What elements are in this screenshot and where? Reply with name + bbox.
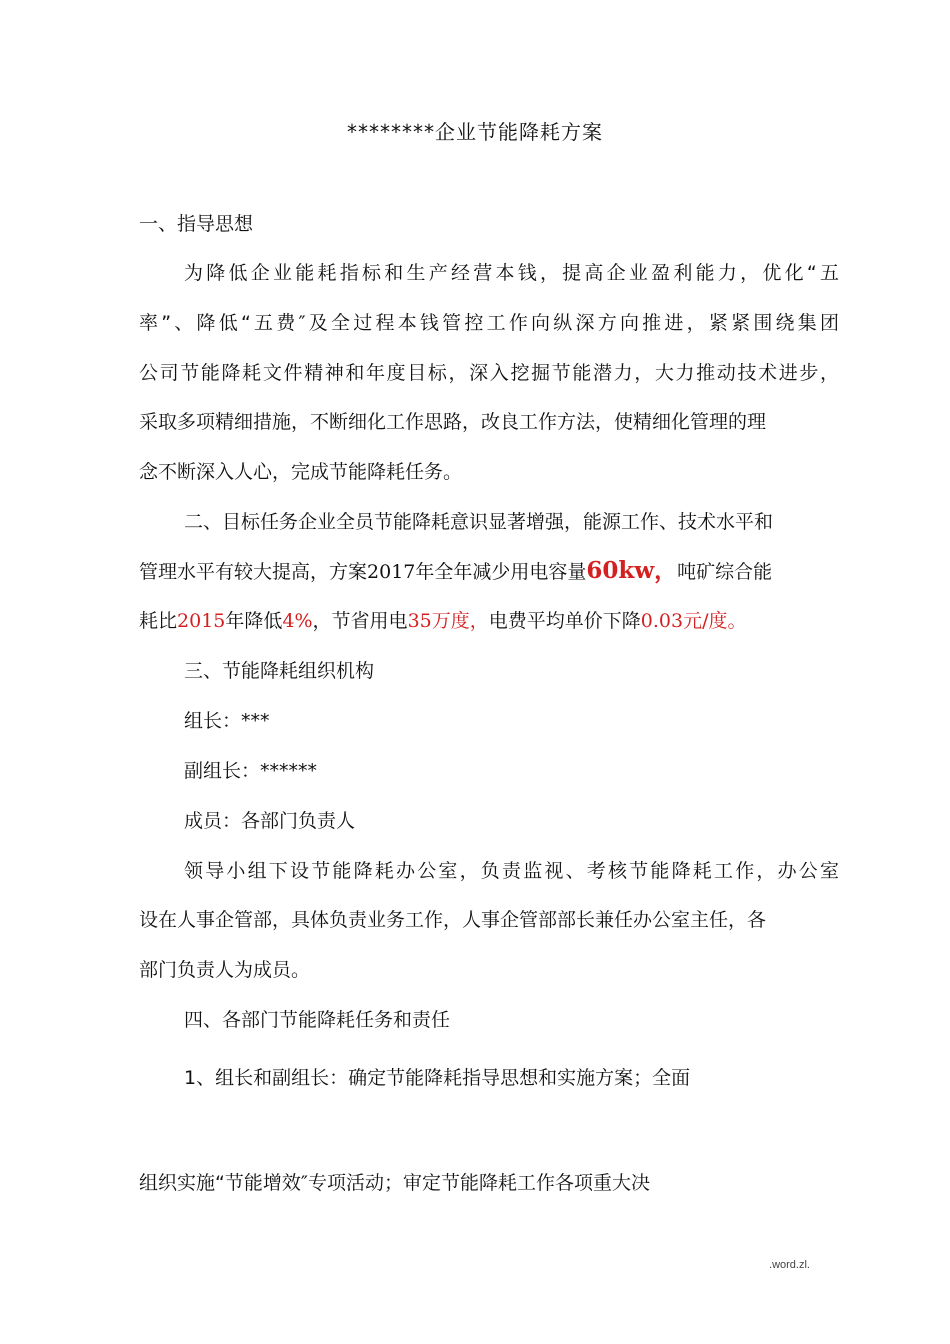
paragraph-line: 公司节能降耗文件精神和年度目标，深入挖掘节能潜力，大力推动技术进步， — [139, 362, 839, 384]
saving-value: 35 — [407, 610, 432, 632]
footer-watermark: .word.zl. — [769, 1259, 810, 1271]
year-value: 2017 — [367, 561, 416, 583]
members-line: 成员：各部门负责人 — [184, 810, 356, 832]
paragraph-line: 设在人事企管部，具体负责业务工作，人事企管部部长兼任办公室主任，各 — [139, 909, 767, 931]
paragraph-line: 念不断深入人心，完成节能降耗任务。 — [139, 461, 463, 483]
deputy-line: 副组长：****** — [184, 760, 318, 782]
year-value: 2015 — [177, 610, 226, 632]
page-title: ********企业节能降耗方案 — [347, 120, 603, 144]
section-1-heading: 一、指导思想 — [139, 213, 254, 235]
price-value: 0.03 — [640, 610, 684, 632]
paragraph-line: 率”、降低“五费″及全过程本钱管控工作向纵深方向推进，紧紧围绕集团 — [139, 312, 839, 334]
text: 管理水平有较大提高，方案 — [139, 561, 368, 583]
list-item: 1、组长和副组长：确定节能降耗指导思想和实施方案；全面 — [184, 1067, 691, 1089]
capacity-value: 60kw， — [586, 557, 678, 584]
section-4-heading: 四、各部门节能降耗任务和责任 — [184, 1009, 451, 1031]
paragraph-line: 采取多项精细措施，不断细化工作思路，改良工作方法，使精细化管理的理 — [139, 411, 767, 433]
paragraph-line: 部门负责人为成员。 — [139, 959, 311, 981]
section-2-line: 二、目标任务企业全员节能降耗意识显著增强，能源工作、技术水平和 — [184, 511, 774, 533]
text: 年全年减少用电容量 — [415, 561, 587, 583]
text: 年降低 — [225, 610, 283, 632]
text: 吨矿综合能 — [677, 561, 773, 583]
text: 耗比 — [139, 610, 178, 632]
section-3-heading: 三、节能降耗组织机构 — [184, 660, 375, 682]
leader-line: 组长：*** — [184, 710, 270, 732]
list-item-continuation: 组织实施“节能增效″专项活动；审定节能降耗工作各项重大决 — [139, 1172, 650, 1194]
section-2-line — [139, 558, 839, 585]
text: ，节省用电 — [312, 610, 408, 632]
section-2-line — [139, 608, 839, 634]
unit-text: 万度， — [431, 610, 489, 632]
unit-text: 元/度。 — [683, 610, 747, 632]
paragraph-line: 领导小组下设节能降耗办公室，负责监视、考核节能降耗工作，办公室 — [184, 860, 839, 882]
text: 电费平均单价下降 — [488, 610, 641, 632]
paragraph-line: 为降低企业能耗指标和生产经营本钱，提高企业盈利能力，优化“五 — [184, 262, 839, 284]
percent-value: 4% — [282, 610, 313, 632]
